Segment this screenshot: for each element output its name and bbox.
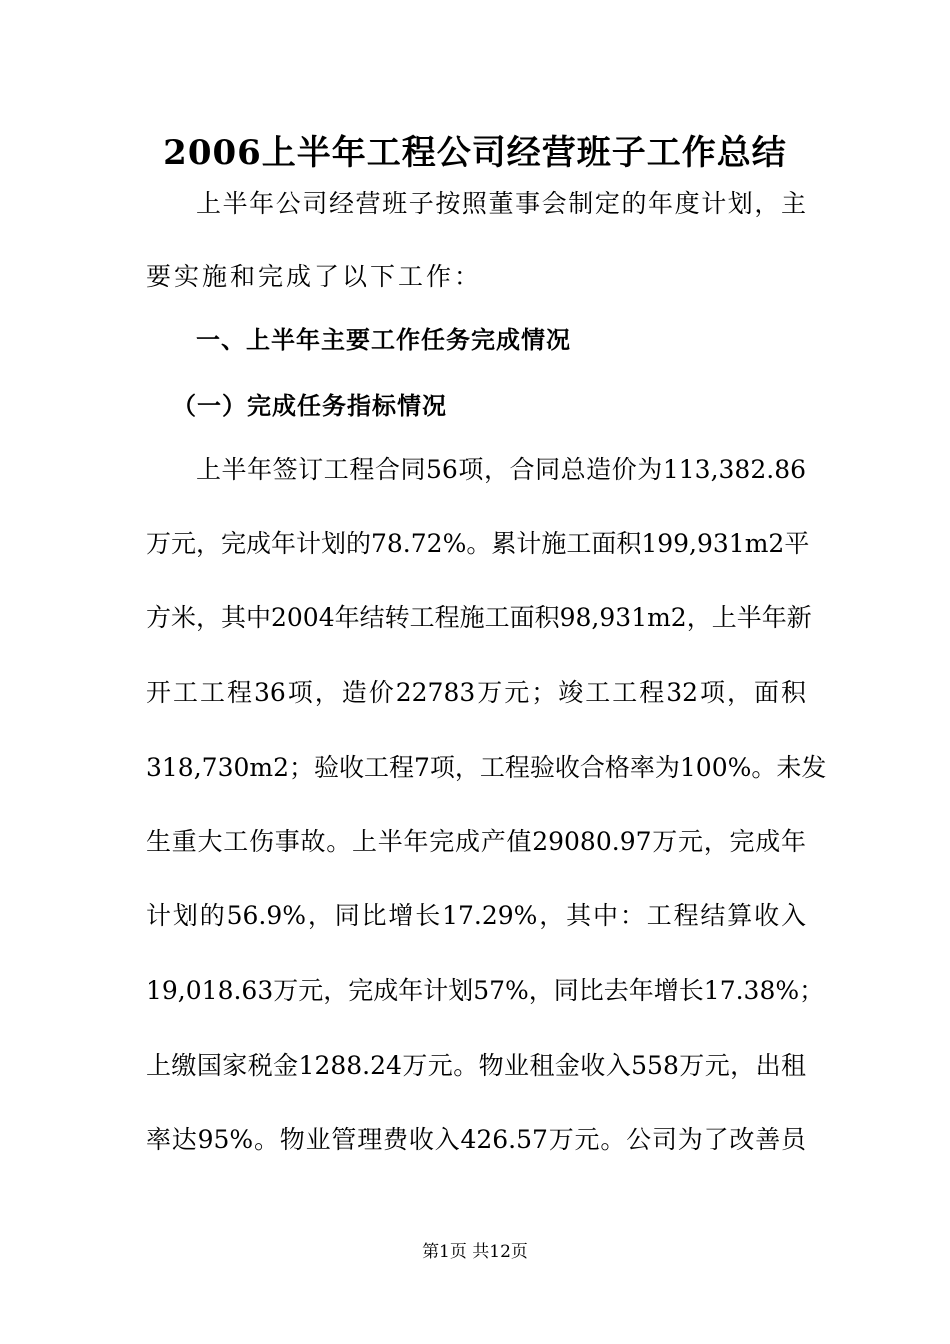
document-title: 2006上半年工程公司经营班子工作总结 bbox=[163, 133, 787, 173]
body-line-8: 19,018.63万元，完成年计划57%，同比去年增长17.38%； bbox=[146, 976, 825, 1005]
body-line-4: 开工工程36项，造价22783万元；竣工工程32项，面积 bbox=[146, 678, 806, 707]
body-line-9: 上缴国家税金1288.24万元。物业租金收入558万元，出租 bbox=[146, 1051, 806, 1080]
body-line-3: 方米，其中2004年结转工程施工面积98,931m2，上半年新 bbox=[146, 603, 812, 632]
body-line-10: 率达95%。物业管理费收入426.57万元。公司为了改善员 bbox=[146, 1125, 806, 1154]
body-line-6: 生重大工伤事故。上半年完成产值29080.97万元，完成年 bbox=[146, 827, 806, 856]
body-line-7: 计划的56.9%，同比增长17.29%，其中：工程结算收入 bbox=[146, 901, 806, 930]
intro-line-1: 上半年公司经营班子按照董事会制定的年度计划，主 bbox=[196, 189, 806, 218]
section-heading: 一、上半年主要工作任务完成情况 bbox=[196, 326, 571, 354]
body-line-1: 上半年签订工程合同56项，合同总造价为113,382.86 bbox=[196, 455, 806, 484]
body-line-5: 318,730m2；验收工程7项，工程验收合格率为100%。未发 bbox=[146, 753, 827, 782]
intro-line-2: 要实施和完成了以下工作： bbox=[146, 262, 483, 291]
subsection-heading: （一）完成任务指标情况 bbox=[172, 392, 447, 420]
body-line-2: 万元，完成年计划的78.72%。累计施工面积199,931m2平 bbox=[146, 529, 810, 558]
page-footer: 第1页 共12页 bbox=[422, 1242, 528, 1262]
